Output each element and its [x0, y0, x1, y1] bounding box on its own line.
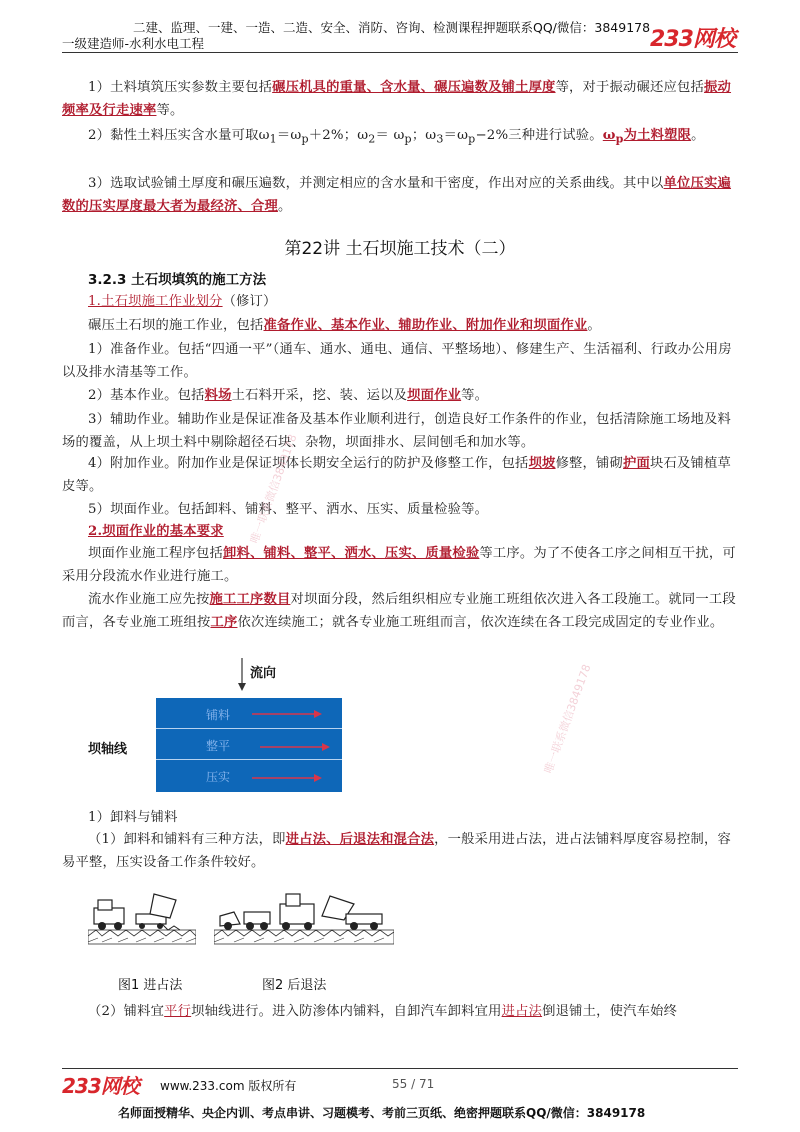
footer-divider: [62, 1068, 738, 1069]
header-logo: 233网校: [650, 27, 735, 52]
part2-line-2: 流水作业施工应先按施工工序数目对坝面分段，然后组织相应专业施工班组依次进入各工段施工。就同一工段而言，各专业施工班组按工序依次连续施工；就各专业施工班组而言，依次连续在各工段完成固定的专业作业。: [62, 592, 736, 630]
part1-line-4: 3）辅助作业。辅助作业是保证准备及基本作业顺利进行，创造良好工作条件的作业，包括清除施工场地及料场的覆盖，从上坝土料中剔除超径石块、杂物，坝面排水、层间刨毛和加水等。: [62, 412, 732, 450]
watermark-1: 唯一联系微信3849178: [247, 432, 300, 546]
footer-contact: 名师面授精华、央企内训、考点串讲、习题模考、考前三页纸、绝密押题联系QQ/微信：3849178: [118, 1106, 646, 1120]
part3-line-2: （2）铺料宜平行坝轴线进行。进入防渗体内铺料，自卸汽车卸料宜用进占法倒退铺土，使汽车始终: [88, 1004, 678, 1019]
figure-1-caption: 图1 进占法: [118, 978, 183, 993]
lecture-title: 第22讲 土石坝施工技术（二）: [284, 239, 516, 259]
figure-2-caption: 图2 后退法: [262, 978, 327, 993]
part1-line-6: 5）坝面作业。包括卸料、铺料、整平、洒水、压实、质量检验等。: [88, 502, 489, 517]
intro-paragraph-2: 2）黏性土料压实含水量可取$\omega_1=\omega_p+2\%$；$\omega_2= \omega_p$；$\omega_3=\omega_p-2\%$三种进行试验。$\omega_p$为土料塑限。: [88, 128, 705, 146]
part1-heading: 1.土石坝施工作业划分（修订）: [88, 294, 277, 309]
intro-paragraph-3: 3）选取试验铺土厚度和碾压遍数，并测定相应的含水量和干密度，作出对应的关系曲线。其中以单位压实遍数的压实厚度最大者为最经济、合理。: [62, 176, 732, 214]
part1-line-5: 4）附加作业。附加作业是保证坝体长期安全运行的防护及修整工作，包括坝坡修整，铺砌护面块石及铺植草皮等。: [62, 456, 732, 494]
watermark-2: 唯一联系微信3849178: [541, 662, 594, 776]
footer-logo: 233网校: [62, 1074, 139, 1098]
part1-line-2: 1）准备作业。包括“四通一平”（通车、通水、通电、通信、平整场地）、修建生产、生活福利、行政办公用房以及排水清基等工作。: [62, 342, 732, 380]
flow-row-spread: 铺料: [156, 698, 342, 729]
section-heading: 3.2.3 土石坝填筑的施工方法: [88, 272, 267, 288]
intro-paragraph-1: 1）土料填筑压实参数主要包括碾压机具的重量、含水量、碾压遍数及铺土厚度等，对于振动碾还应包括振动频率及行走速率等。: [62, 80, 732, 118]
flow-row-level: 整平: [156, 729, 342, 760]
figure-retreating-method: [214, 886, 394, 952]
part1-line-3: 2）基本作业。包括料场土石料开采，挖、装、运以及坝面作业等。: [88, 388, 489, 403]
part1-line-1: 碾压土石坝的施工作业，包括准备作业、基本作业、辅助作业、附加作业和坝面作业。: [88, 318, 601, 333]
flow-direction-label: 流向: [250, 666, 277, 681]
figure-advancing-method: [88, 886, 196, 952]
flow-arrow: [237, 658, 247, 692]
part3-heading: 1）卸料与铺料: [88, 810, 178, 825]
header-divider: [62, 52, 738, 53]
dam-axis-label: 坝轴线: [88, 742, 128, 757]
header-contact-line: 二建、监理、一建、一造、二造、安全、消防、咨询、检测课程押题联系QQ/微信：3849178: [133, 20, 651, 35]
part3-line-1: （1）卸料和铺料有三种方法，即进占法、后退法和混合法，一般采用进占法，进占法铺料厚度容易控制，容易平整，压实设备工作条件较好。: [62, 832, 732, 870]
header-subject: 一级建造师-水利水电工程: [62, 36, 205, 51]
part2-heading: 2.坝面作业的基本要求: [88, 524, 224, 539]
flow-diagram: [156, 698, 342, 792]
part2-line-1: 坝面作业施工程序包括卸料、铺料、整平、洒水、压实、质量检验等工序。为了不使各工序之间相互干扰，可采用分段流水作业进行施工。: [62, 546, 736, 584]
footer-site[interactable]: www.233.com 版权所有: [160, 1079, 297, 1093]
page-number: 55 / 71: [392, 1077, 435, 1091]
flow-row-compact: 压实: [156, 760, 342, 791]
